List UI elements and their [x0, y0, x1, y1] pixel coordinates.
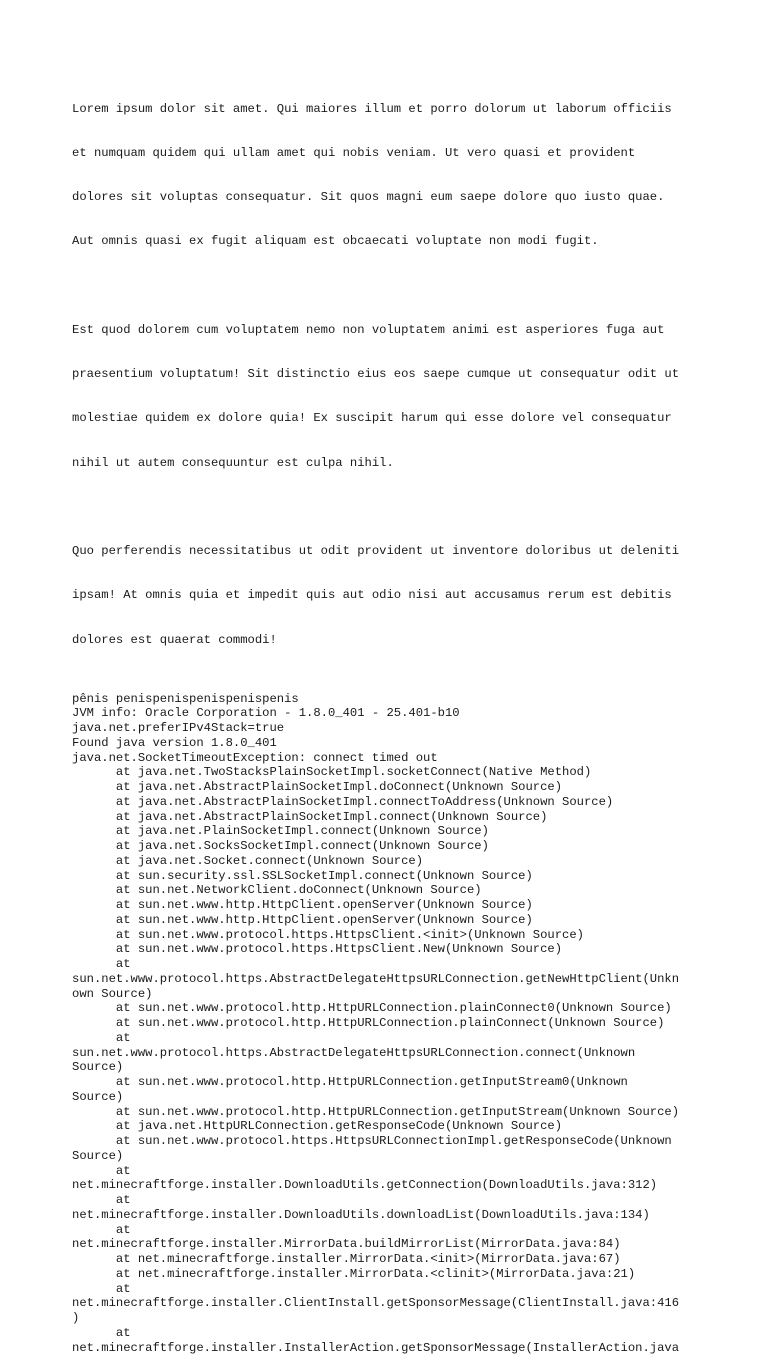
log-line: net.minecraftforge.installer.InstallerAction.getSponsorMessage(InstallerAction.java [72, 1341, 702, 1355]
log-line: at java.net.AbstractPlainSocketImpl.connectToAddress(Unknown Source) [72, 795, 702, 810]
text-line: Est quod dolorem cum voluptatem nemo non voluptatem animi est asperiores fuga aut [72, 323, 702, 338]
log-line: at [72, 957, 702, 972]
log-line: at net.minecraftforge.installer.MirrorData.<clinit>(MirrorData.java:21) [72, 1267, 702, 1282]
log-line: Found java version 1.8.0_401 [72, 736, 702, 751]
text-line: Aut omnis quasi ex fugit aliquam est obcaecati voluptate non modi fugit. [72, 234, 702, 249]
log-line: Source) [72, 1090, 702, 1105]
log-line: at [72, 1031, 702, 1046]
log-line: at [72, 1326, 702, 1341]
log-line: at net.minecraftforge.installer.MirrorData.<init>(MirrorData.java:67) [72, 1252, 702, 1267]
log-line: at java.net.Socket.connect(Unknown Source) [72, 854, 702, 869]
log-line: at sun.net.www.protocol.https.HttpsURLConnectionImpl.getResponseCode(Unknown [72, 1134, 702, 1149]
log-line: at [72, 1164, 702, 1179]
text-line: et numquam quidem qui ullam amet qui nobis veniam. Ut vero quasi et provident [72, 146, 702, 161]
log-line: pênis penispenispenispenispenis [72, 692, 702, 707]
log-line: JVM info: Oracle Corporation - 1.8.0_401 - 25.401-b10 [72, 706, 702, 721]
paragraph-3 [72, 515, 702, 677]
document-page [72, 72, 702, 1355]
text-line: ipsam! At omnis quia et impedit quis aut odio nisi aut accusamus rerum est debitis [72, 588, 702, 603]
log-line: at java.net.PlainSocketImpl.connect(Unknown Source) [72, 824, 702, 839]
log-line: at sun.net.www.protocol.http.HttpURLConnection.getInputStream0(Unknown [72, 1075, 702, 1090]
text-line: dolores est quaerat commodi! [72, 633, 702, 648]
log-line: Source) [72, 1060, 702, 1075]
text-line: molestiae quidem ex dolore quia! Ex suscipit harum qui esse dolore vel consequatur [72, 411, 702, 426]
log-line: at [72, 1223, 702, 1238]
log-line: at sun.net.www.protocol.http.HttpURLConnection.plainConnect(Unknown Source) [72, 1016, 702, 1031]
log-line: ) [72, 1311, 702, 1326]
log-line: net.minecraftforge.installer.ClientInstall.getSponsorMessage(ClientInstall.java:416 [72, 1296, 702, 1311]
text-line: Lorem ipsum dolor sit amet. Qui maiores illum et porro dolorum ut laborum officiis [72, 102, 702, 117]
log-line: at java.net.AbstractPlainSocketImpl.connect(Unknown Source) [72, 810, 702, 825]
log-line: at sun.net.www.protocol.http.HttpURLConnection.getInputStream(Unknown Source) [72, 1105, 702, 1120]
paragraph-1 [72, 72, 702, 279]
log-line: net.minecraftforge.installer.DownloadUtils.downloadList(DownloadUtils.java:134) [72, 1208, 702, 1223]
log-line: at java.net.TwoStacksPlainSocketImpl.socketConnect(Native Method) [72, 765, 702, 780]
paragraph-2 [72, 293, 702, 500]
log-line: at sun.net.www.protocol.https.HttpsClient.<init>(Unknown Source) [72, 928, 702, 943]
log-line: at [72, 1282, 702, 1297]
log-line: sun.net.www.protocol.https.AbstractDelegateHttpsURLConnection.connect(Unknown [72, 1046, 702, 1061]
log-line: at java.net.AbstractPlainSocketImpl.doConnect(Unknown Source) [72, 780, 702, 795]
text-line: praesentium voluptatum! Sit distinctio eius eos saepe cumque ut consequatur odit ut [72, 367, 702, 382]
text-line: nihil ut autem consequuntur est culpa nihil. [72, 456, 702, 471]
log-line: java.net.SocketTimeoutException: connect timed out [72, 751, 702, 766]
text-line: dolores sit voluptas consequatur. Sit quos magni eum saepe dolore quo iusto quae. [72, 190, 702, 205]
log-line: own Source) [72, 987, 702, 1002]
text-line: Quo perferendis necessitatibus ut odit provident ut inventore doloribus ut deleniti [72, 544, 702, 559]
log-line: net.minecraftforge.installer.DownloadUtils.getConnection(DownloadUtils.java:312) [72, 1178, 702, 1193]
log-line: at sun.net.www.http.HttpClient.openServer(Unknown Source) [72, 898, 702, 913]
log-line: at sun.net.www.protocol.http.HttpURLConnection.plainConnect0(Unknown Source) [72, 1001, 702, 1016]
log-line: at sun.net.www.http.HttpClient.openServer(Unknown Source) [72, 913, 702, 928]
log-line: sun.net.www.protocol.https.AbstractDelegateHttpsURLConnection.getNewHttpClient(Unkn [72, 972, 702, 987]
log-line: at sun.net.www.protocol.https.HttpsClient.New(Unknown Source) [72, 942, 702, 957]
log-line: at java.net.SocksSocketImpl.connect(Unknown Source) [72, 839, 702, 854]
log-line: net.minecraftforge.installer.MirrorData.buildMirrorList(MirrorData.java:84) [72, 1237, 702, 1252]
log-line: at sun.net.NetworkClient.doConnect(Unknown Source) [72, 883, 702, 898]
log-line: java.net.preferIPv4Stack=true [72, 721, 702, 736]
stack-trace-log [72, 692, 702, 1355]
log-line: Source) [72, 1149, 702, 1164]
log-line: at [72, 1193, 702, 1208]
log-line: at java.net.HttpURLConnection.getResponseCode(Unknown Source) [72, 1119, 702, 1134]
log-line: at sun.security.ssl.SSLSocketImpl.connect(Unknown Source) [72, 869, 702, 884]
